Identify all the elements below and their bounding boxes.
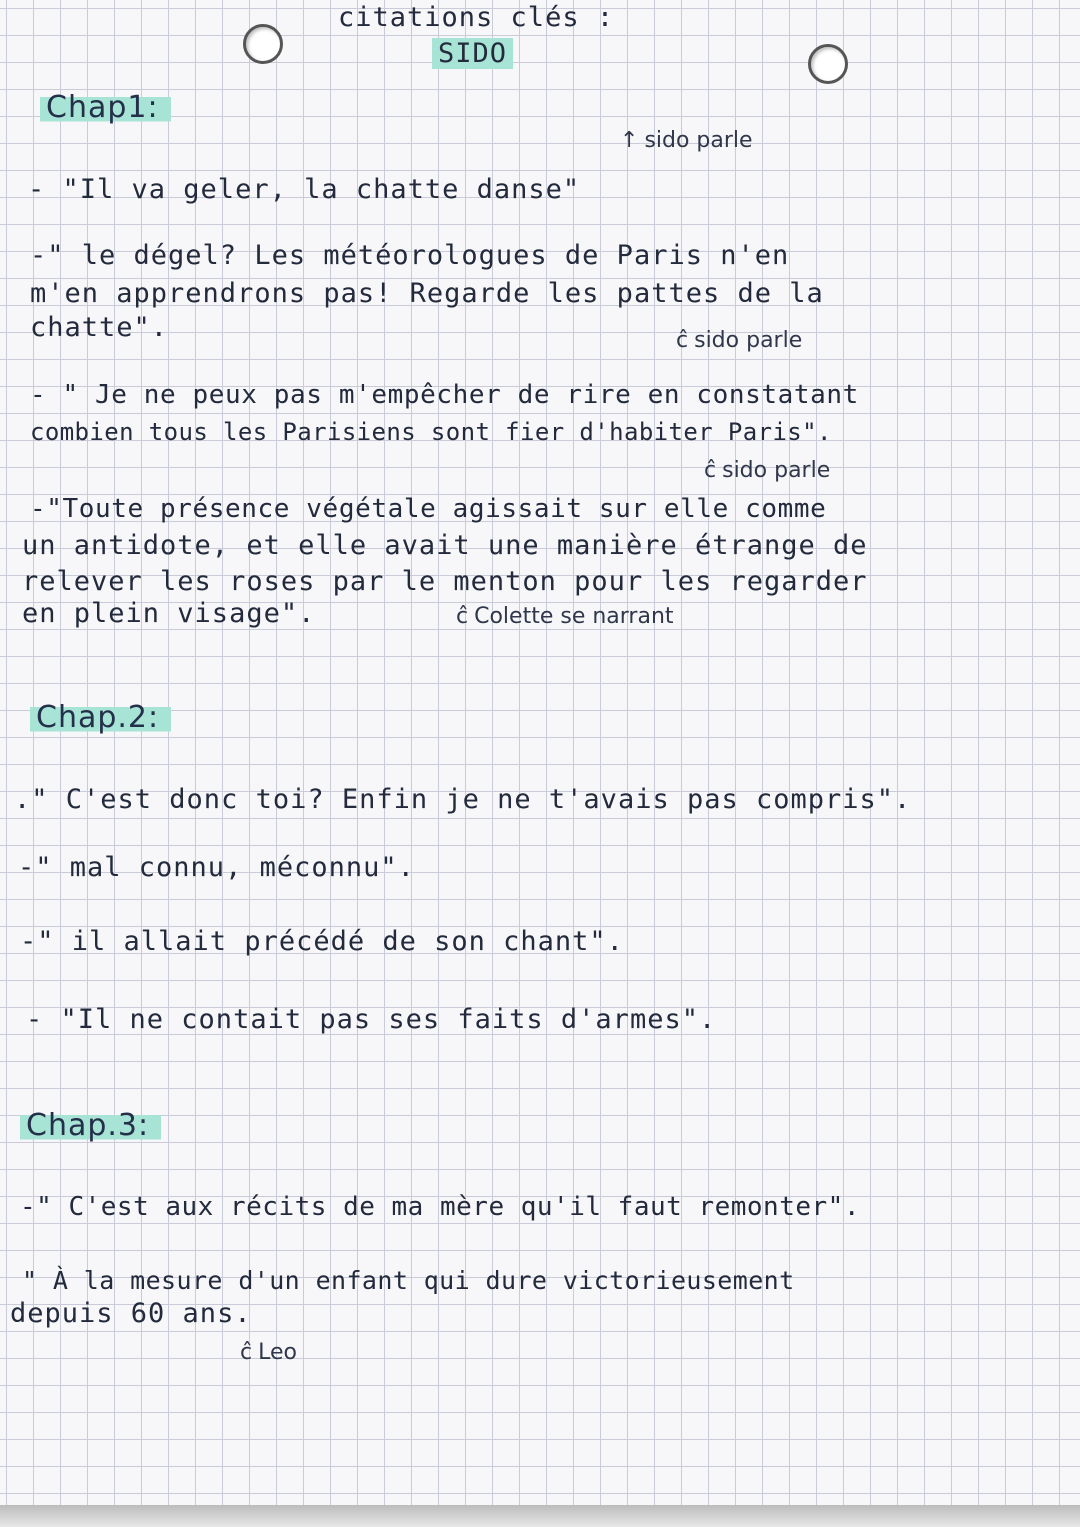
arrow-icon: ĉ: [240, 1340, 253, 1365]
quote-3-line-1: - " Je ne peux pas m'empêcher de rire en constatant: [30, 380, 859, 410]
page-title: citations clés :: [338, 2, 615, 33]
quote-1: - "Il va geler, la chatte danse": [28, 174, 581, 205]
note-text: sido parle: [644, 128, 753, 153]
punch-hole-left: [243, 24, 283, 64]
quote-4-line-4: en plein visage".: [22, 598, 316, 629]
quote-2-note: [676, 328, 802, 353]
quote-9: -" C'est aux récits de ma mère qu'il faut remonter".: [20, 1192, 860, 1222]
arrow-icon: ĉ: [704, 458, 717, 483]
quote-10-note: [240, 1340, 297, 1365]
quote-4-line-1: -"Toute présence végétale agissait sur elle comme: [30, 494, 827, 524]
quote-3-note: [704, 458, 830, 483]
note-text: sido parle: [694, 328, 803, 353]
chapter-2-heading: Chap.2:: [30, 700, 171, 735]
quote-7: -" il allait précédé de son chant".: [20, 926, 624, 957]
quote-3-line-2: combien tous les Parisiens sont fier d'habiter Paris".: [30, 418, 832, 446]
punch-hole-right: [808, 44, 848, 84]
arrow-icon: ĉ: [676, 328, 689, 353]
quote-6: -" mal connu, méconnu".: [18, 852, 415, 883]
quote-4-line-2: un antidote, et elle avait une manière étrange de: [22, 530, 868, 561]
quote-2-line-3: chatte".: [30, 312, 169, 343]
quote-8: - "Il ne contait pas ses faits d'armes".: [26, 1004, 717, 1035]
quote-2-line-2: m'en apprendrons pas! Regarde les pattes de la: [30, 278, 824, 309]
chapter-1-heading: Chap1:: [40, 90, 171, 125]
quote-4-note: [456, 604, 674, 629]
subtitle-highlight: SIDO: [432, 38, 513, 69]
quote-1-note: [620, 128, 753, 153]
arrow-icon: ĉ: [456, 604, 469, 629]
note-text: sido parle: [722, 458, 831, 483]
quote-10-line-2: depuis 60 ans.: [10, 1298, 252, 1329]
quote-2-line-1: -" le dégel? Les météorologues de Paris n'en: [30, 240, 790, 271]
note-text: Leo: [258, 1340, 297, 1365]
page-bottom-edge: [0, 1505, 1080, 1527]
arrow-icon: ↑: [620, 128, 639, 153]
chapter-3-heading: Chap.3:: [20, 1108, 161, 1143]
note-text: Colette se narrant: [474, 604, 674, 629]
page-subtitle: [432, 38, 513, 69]
quote-4-line-3: relever les roses par le menton pour les regarder: [22, 566, 868, 597]
quote-5: ." C'est donc toi? Enfin je ne t'avais pas compris".: [14, 784, 912, 815]
quote-10-line-1: " À la mesure d'un enfant qui dure victorieusement: [22, 1266, 795, 1295]
